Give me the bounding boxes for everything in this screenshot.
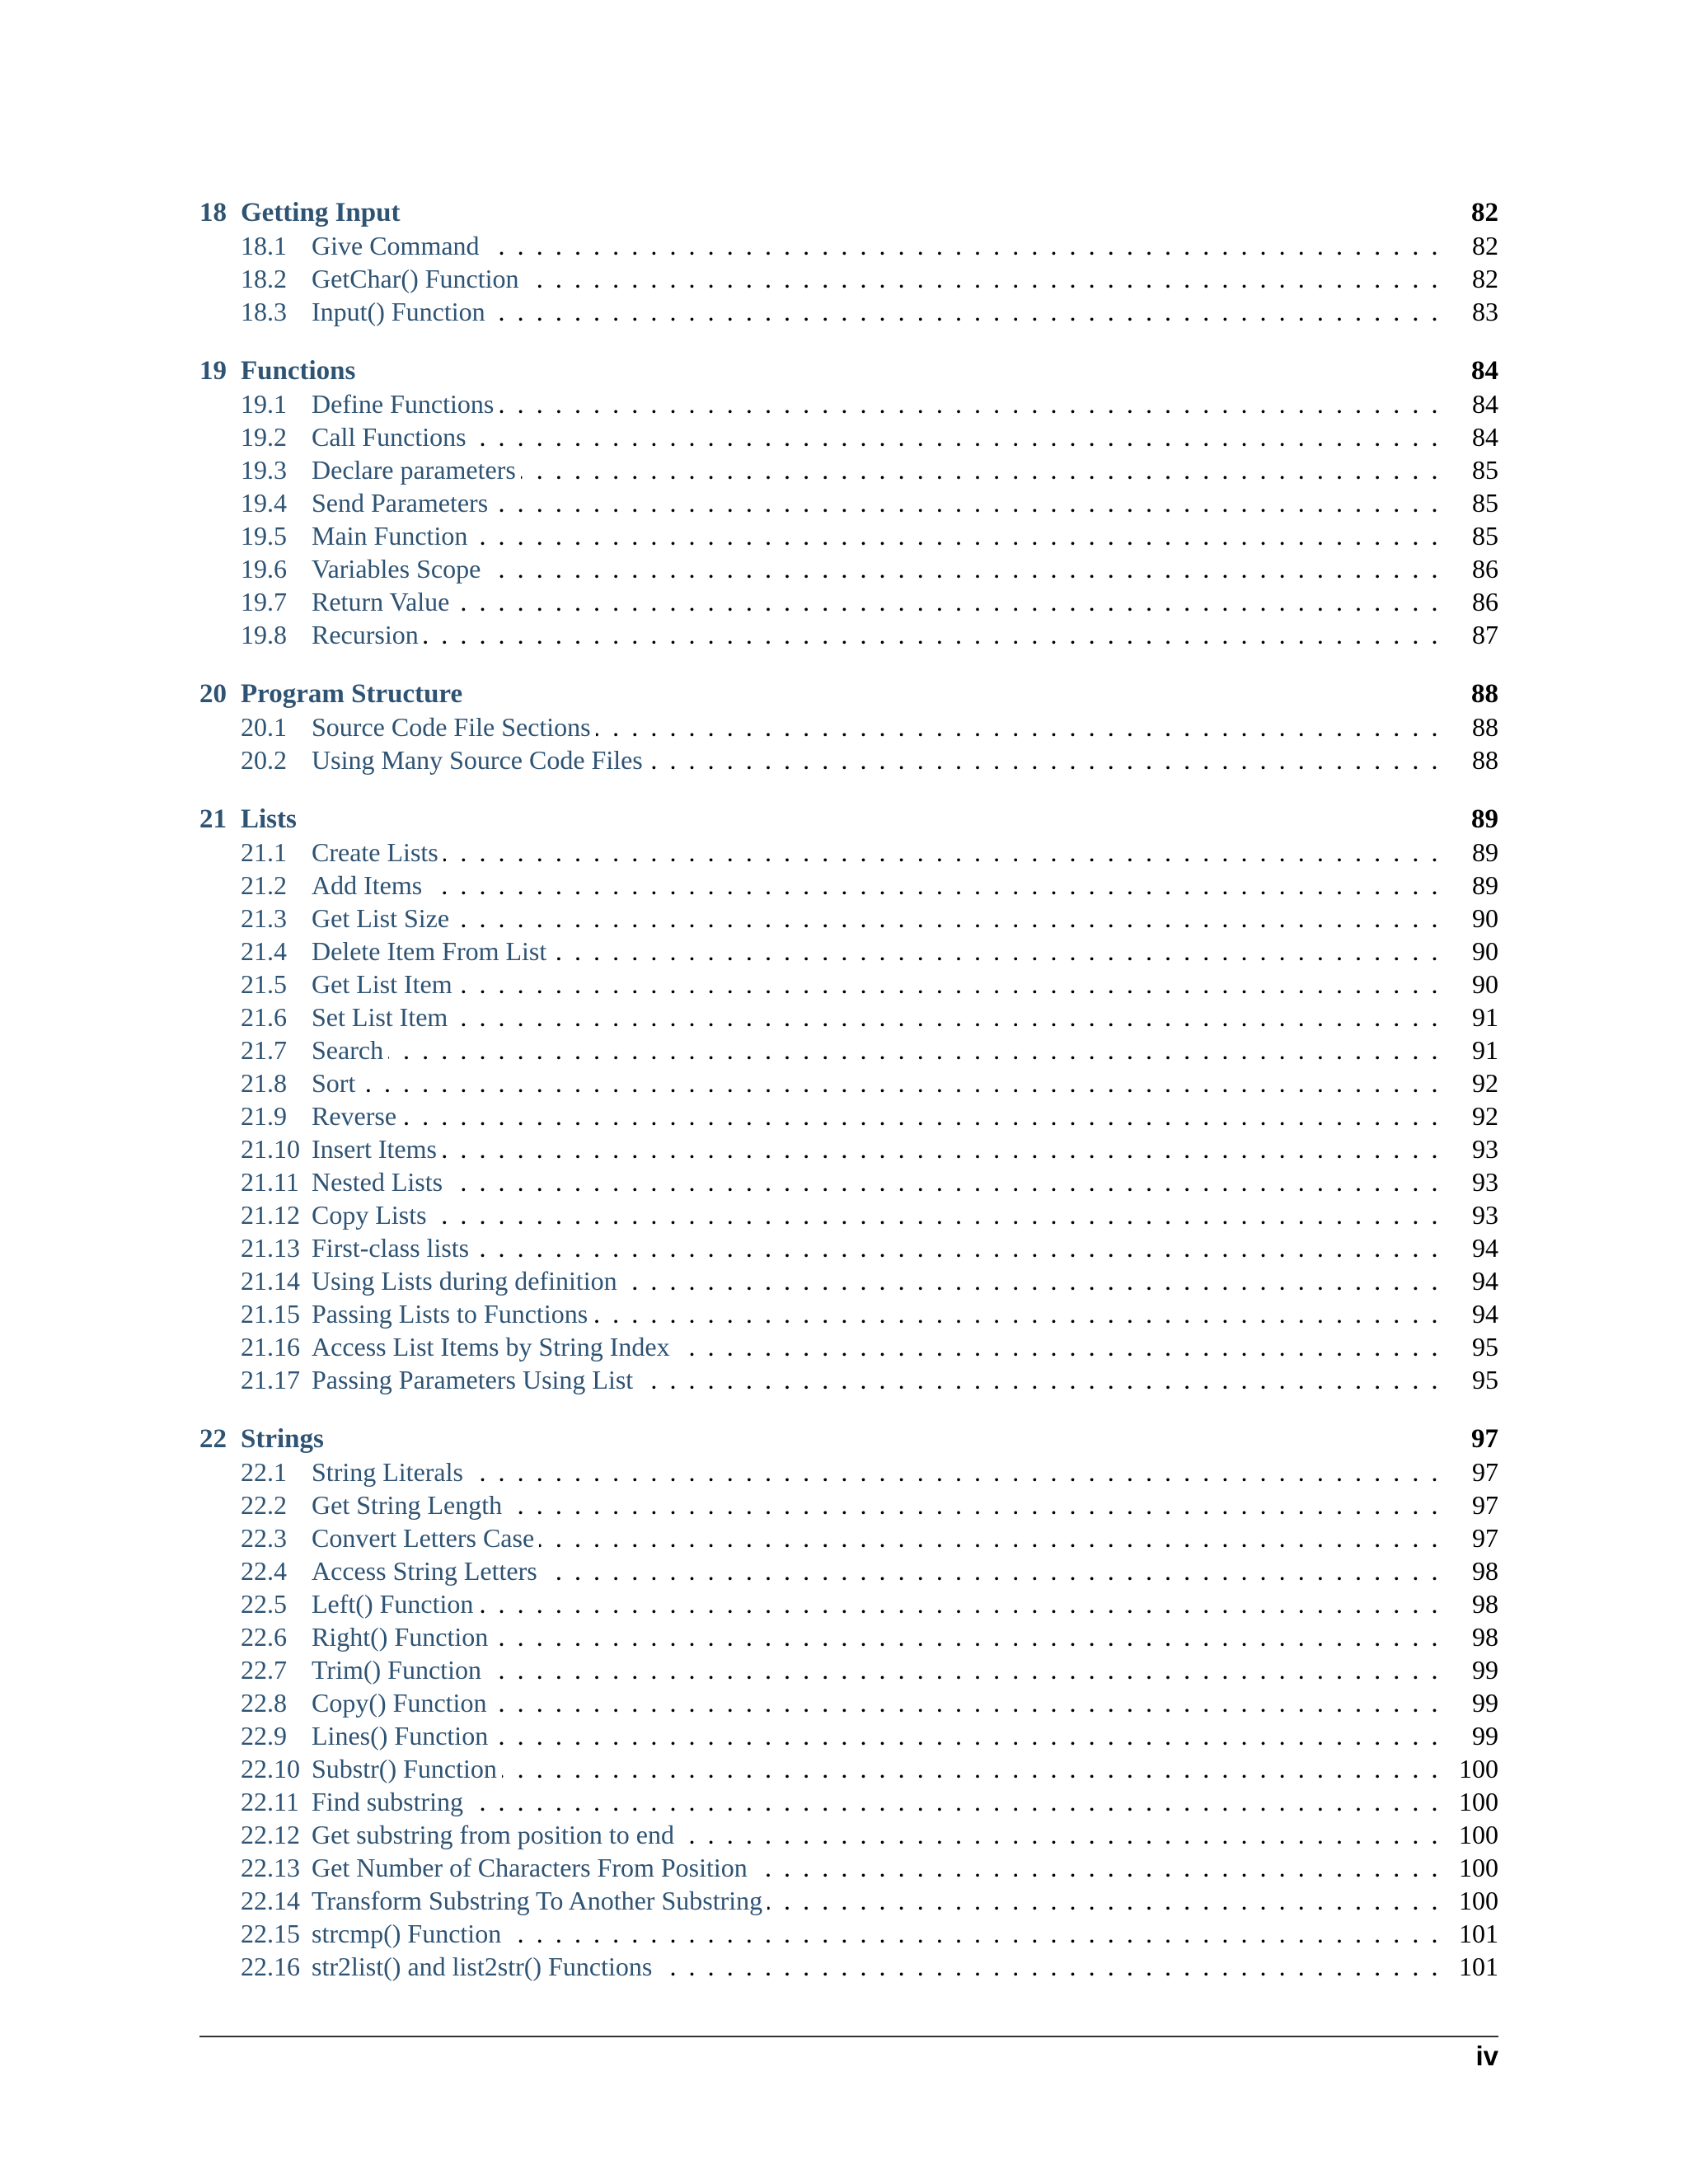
section-number[interactable]: 20.1 xyxy=(241,712,287,742)
section-number[interactable]: 21.14 xyxy=(241,1266,300,1296)
section-entry[interactable] xyxy=(199,1033,1498,1066)
section-number[interactable]: 19.5 xyxy=(241,521,287,551)
section-entry[interactable] xyxy=(199,1554,1498,1587)
section-number[interactable]: 21.17 xyxy=(241,1365,300,1394)
section-title-text[interactable]: Give Command xyxy=(312,231,485,260)
section-title-text[interactable]: First-class lists xyxy=(312,1233,474,1263)
section-title-link[interactable] xyxy=(312,1033,1441,1066)
section-title-link[interactable] xyxy=(312,1719,1441,1752)
chapter-number[interactable]: 19 xyxy=(199,356,227,386)
section-entry[interactable] xyxy=(199,1099,1498,1132)
chapter-number[interactable]: 18 xyxy=(199,198,227,227)
section-entry[interactable] xyxy=(199,1587,1498,1620)
section-title-text[interactable]: Access List Items by String Index xyxy=(312,1332,675,1361)
section-page-number: 94 xyxy=(1472,1299,1498,1329)
section-title-text[interactable]: Sort xyxy=(312,1068,360,1098)
section-page-number: 83 xyxy=(1472,297,1498,326)
section-page-number: 95 xyxy=(1472,1332,1498,1361)
section-page-number: 91 xyxy=(1472,1002,1498,1032)
section-title-link[interactable] xyxy=(312,552,1441,585)
section-title-text[interactable]: Return Value xyxy=(312,587,454,616)
section-page-number: 98 xyxy=(1472,1556,1498,1586)
section-page-number: 93 xyxy=(1472,1167,1498,1197)
section-title-text[interactable]: Main Function xyxy=(312,521,472,551)
section-entry[interactable] xyxy=(199,229,1498,262)
section-title-link[interactable] xyxy=(312,585,1441,618)
section-title-text[interactable]: Delete Item From List xyxy=(312,936,551,966)
section-title-link[interactable] xyxy=(312,1818,1441,1851)
section-number[interactable]: 22.7 xyxy=(241,1655,287,1685)
section-title-link[interactable] xyxy=(312,869,1441,902)
section-page-number: 94 xyxy=(1472,1266,1498,1296)
chapter-page-number: 84 xyxy=(1471,356,1498,386)
section-title-text[interactable]: Reverse xyxy=(312,1101,401,1131)
chapter-number[interactable]: 22 xyxy=(199,1424,227,1454)
chapter-title-link[interactable]: Program Structure xyxy=(241,679,463,709)
section-entry[interactable] xyxy=(199,295,1498,328)
chapter-page-number: 82 xyxy=(1471,198,1498,227)
section-entry[interactable] xyxy=(199,618,1498,651)
section-title-link[interactable] xyxy=(312,1752,1441,1785)
section-page-number: 87 xyxy=(1472,620,1498,649)
section-page-number: 95 xyxy=(1472,1365,1498,1394)
section-page-number: 100 xyxy=(1459,1754,1498,1783)
section-entry[interactable] xyxy=(199,1001,1498,1033)
section-title-text[interactable]: Variables Scope xyxy=(312,554,485,583)
section-title-link[interactable] xyxy=(312,1620,1441,1653)
section-number[interactable]: 22.10 xyxy=(241,1754,300,1783)
section-entry[interactable] xyxy=(199,1231,1498,1264)
section-title-text[interactable]: Lines() Function xyxy=(312,1721,493,1750)
section-title-link[interactable] xyxy=(312,453,1441,486)
section-page-number: 86 xyxy=(1472,554,1498,583)
section-entry[interactable] xyxy=(199,1950,1498,1983)
section-page-number: 101 xyxy=(1459,1952,1498,1981)
chapter-number[interactable]: 20 xyxy=(199,679,227,709)
section-entry[interactable] xyxy=(199,1330,1498,1363)
section-title-link[interactable] xyxy=(312,420,1441,453)
section-title-text[interactable]: Search xyxy=(312,1035,388,1065)
section-title-link[interactable] xyxy=(312,295,1441,328)
section-title-link[interactable] xyxy=(312,836,1441,869)
section-number[interactable]: 19.3 xyxy=(241,455,287,485)
chapter-title-link[interactable]: Lists xyxy=(241,804,297,834)
section-page-number: 85 xyxy=(1472,455,1498,485)
chapter-title-link[interactable]: Functions xyxy=(241,356,356,386)
section-page-number: 98 xyxy=(1472,1622,1498,1652)
section-entry[interactable] xyxy=(199,552,1498,585)
section-title-link[interactable] xyxy=(312,1917,1441,1950)
section-number[interactable]: 21.10 xyxy=(241,1134,300,1164)
section-title-text[interactable]: Nested Lists xyxy=(312,1167,448,1197)
section-title-link[interactable] xyxy=(312,1132,1441,1165)
section-title-link[interactable] xyxy=(312,1297,1441,1330)
section-number[interactable]: 21.2 xyxy=(241,870,287,900)
section-title-text[interactable]: Using Many Source Code Files xyxy=(312,745,648,775)
section-page-number: 97 xyxy=(1472,1523,1498,1553)
section-title-text[interactable]: Add Items xyxy=(312,870,427,900)
section-entry[interactable] xyxy=(199,710,1498,743)
section-title-link[interactable] xyxy=(312,710,1441,743)
chapter-page-number: 97 xyxy=(1471,1424,1498,1454)
section-entry[interactable] xyxy=(199,387,1498,420)
section-page-number: 99 xyxy=(1472,1721,1498,1750)
section-page-number: 93 xyxy=(1472,1200,1498,1230)
section-title-text[interactable]: Passing Lists to Functions xyxy=(312,1299,593,1329)
section-entry[interactable] xyxy=(199,1653,1498,1686)
section-entry[interactable] xyxy=(199,1785,1498,1818)
section-entry[interactable] xyxy=(199,1917,1498,1950)
section-title-link[interactable] xyxy=(312,486,1441,519)
section-number[interactable]: 22.5 xyxy=(241,1589,287,1619)
section-page-number: 85 xyxy=(1472,521,1498,551)
section-page-number: 99 xyxy=(1472,1688,1498,1718)
section-title-text[interactable]: Right() Function xyxy=(312,1622,493,1652)
section-title-link[interactable] xyxy=(312,1001,1441,1033)
section-page-number: 89 xyxy=(1472,837,1498,867)
section-title-link[interactable] xyxy=(312,743,1441,776)
section-entry[interactable] xyxy=(199,1620,1498,1653)
section-number[interactable]: 22.16 xyxy=(241,1952,300,1981)
section-page-number: 90 xyxy=(1472,936,1498,966)
chapter-title-link[interactable]: Getting Input xyxy=(241,198,401,227)
footer-divider xyxy=(199,2036,1498,2037)
section-page-number: 88 xyxy=(1472,712,1498,742)
section-title-text[interactable]: Declare parameters xyxy=(312,455,521,485)
section-title-text[interactable]: Call Functions xyxy=(312,422,471,452)
chapter-entry[interactable] xyxy=(199,803,1498,836)
section-title-text[interactable]: Passing Parameters Using List xyxy=(312,1365,638,1394)
section-title-text[interactable]: Get Number of Characters From Position xyxy=(312,1853,753,1882)
chapter-entry[interactable] xyxy=(199,1422,1498,1455)
section-entry[interactable] xyxy=(199,1851,1498,1884)
section-page-number: 92 xyxy=(1472,1101,1498,1131)
section-title-link[interactable] xyxy=(312,1231,1441,1264)
section-number[interactable]: 19.6 xyxy=(241,554,287,583)
section-number[interactable]: 18.3 xyxy=(241,297,287,326)
section-number[interactable]: 21.7 xyxy=(241,1035,287,1065)
section-title-text[interactable]: Get List Item xyxy=(312,969,457,999)
section-page-number: 82 xyxy=(1472,264,1498,293)
section-title-link[interactable] xyxy=(312,935,1441,968)
section-title-link[interactable] xyxy=(312,229,1441,262)
section-number[interactable]: 22.15 xyxy=(241,1919,300,1948)
section-page-number: 94 xyxy=(1472,1233,1498,1263)
section-title-text[interactable]: Left() Function xyxy=(312,1589,478,1619)
chapter-page-number: 88 xyxy=(1471,679,1498,709)
section-entry[interactable] xyxy=(199,1455,1498,1488)
section-title-text[interactable]: Trim() Function xyxy=(312,1655,486,1685)
section-title-link[interactable] xyxy=(312,968,1441,1001)
section-number[interactable]: 21.1 xyxy=(241,837,287,867)
section-entry[interactable] xyxy=(199,968,1498,1001)
section-entry[interactable] xyxy=(199,420,1498,453)
section-page-number: 101 xyxy=(1459,1919,1498,1948)
section-number[interactable]: 22.8 xyxy=(241,1688,287,1718)
section-number[interactable]: 21.3 xyxy=(241,903,287,933)
section-title-link[interactable] xyxy=(312,1587,1441,1620)
section-title-text[interactable]: Set List Item xyxy=(312,1002,452,1032)
section-title-text[interactable]: GetChar() Function xyxy=(312,264,524,293)
section-title-text[interactable]: Substr() Function xyxy=(312,1754,502,1783)
section-page-number: 97 xyxy=(1472,1490,1498,1520)
section-number[interactable]: 22.12 xyxy=(241,1820,300,1849)
section-entry[interactable] xyxy=(199,519,1498,552)
section-number[interactable]: 22.14 xyxy=(241,1886,300,1915)
section-title-link[interactable] xyxy=(312,1099,1441,1132)
chapter-number[interactable]: 21 xyxy=(199,804,227,834)
section-number[interactable]: 21.4 xyxy=(241,936,287,966)
section-number[interactable]: 20.2 xyxy=(241,745,287,775)
section-title-text[interactable]: Find substring xyxy=(312,1787,468,1816)
section-number[interactable]: 22.4 xyxy=(241,1556,287,1586)
section-page-number: 100 xyxy=(1459,1820,1498,1849)
section-page-number: 93 xyxy=(1472,1134,1498,1164)
section-page-number: 90 xyxy=(1472,969,1498,999)
section-title-link[interactable] xyxy=(312,262,1441,295)
section-page-number: 97 xyxy=(1472,1457,1498,1487)
page-number-label: iv xyxy=(1475,2041,1498,2071)
section-number[interactable]: 21.15 xyxy=(241,1299,300,1329)
section-title-text[interactable]: Get substring from position to end xyxy=(312,1820,679,1849)
section-title-text[interactable]: Using Lists during definition xyxy=(312,1266,622,1296)
section-page-number: 90 xyxy=(1472,903,1498,933)
section-number[interactable]: 21.11 xyxy=(241,1167,299,1197)
section-title-text[interactable]: Get String Length xyxy=(312,1490,507,1520)
section-entry[interactable] xyxy=(199,1686,1498,1719)
section-page-number: 100 xyxy=(1459,1853,1498,1882)
section-title-text[interactable]: Insert Items xyxy=(312,1134,442,1164)
chapter-page-number: 89 xyxy=(1471,804,1498,834)
section-number[interactable]: 21.12 xyxy=(241,1200,300,1230)
section-entry[interactable] xyxy=(199,453,1498,486)
section-entry[interactable] xyxy=(199,1488,1498,1521)
section-entry[interactable] xyxy=(199,1363,1498,1396)
section-entry[interactable] xyxy=(199,902,1498,935)
chapter-entry[interactable] xyxy=(199,354,1498,387)
section-title-link[interactable] xyxy=(312,1950,1441,1983)
section-title-link[interactable] xyxy=(312,1785,1441,1818)
section-number[interactable]: 19.7 xyxy=(241,587,287,616)
section-title-link[interactable] xyxy=(312,1851,1441,1884)
section-entry[interactable] xyxy=(199,935,1498,968)
section-title-text[interactable]: Create Lists xyxy=(312,837,443,867)
section-title-link[interactable] xyxy=(312,1686,1441,1719)
section-entry[interactable] xyxy=(199,1297,1498,1330)
section-number[interactable]: 22.1 xyxy=(241,1457,287,1487)
section-entry[interactable] xyxy=(199,585,1498,618)
section-page-number: 100 xyxy=(1459,1886,1498,1915)
table-of-contents xyxy=(199,196,1498,1983)
section-number[interactable]: 22.9 xyxy=(241,1721,287,1750)
section-title-text[interactable]: Source Code File Sections xyxy=(312,712,596,742)
section-page-number: 92 xyxy=(1472,1068,1498,1098)
section-entry[interactable] xyxy=(199,1884,1498,1917)
section-title-text[interactable]: strcmp() Function xyxy=(312,1919,506,1948)
section-number[interactable]: 22.13 xyxy=(241,1853,300,1882)
section-title-link[interactable] xyxy=(312,1264,1441,1297)
section-entry[interactable] xyxy=(199,1719,1498,1752)
section-title-link[interactable] xyxy=(312,1653,1441,1686)
section-number[interactable]: 19.1 xyxy=(241,389,287,419)
section-title-link[interactable] xyxy=(312,902,1441,935)
section-title-text[interactable]: String Literals xyxy=(312,1457,468,1487)
section-title-text[interactable]: Send Parameters xyxy=(312,488,493,518)
section-entry[interactable] xyxy=(199,1818,1498,1851)
section-title-link[interactable] xyxy=(312,1455,1441,1488)
section-title-link[interactable] xyxy=(312,1488,1441,1521)
section-entry[interactable] xyxy=(199,1521,1498,1554)
section-title-link[interactable] xyxy=(312,1165,1441,1198)
section-number[interactable]: 21.6 xyxy=(241,1002,287,1032)
section-number[interactable]: 22.2 xyxy=(241,1490,287,1520)
section-title-text[interactable]: Recursion xyxy=(312,620,424,649)
section-page-number: 82 xyxy=(1472,231,1498,260)
section-number[interactable]: 21.5 xyxy=(241,969,287,999)
chapter-title-link[interactable]: Strings xyxy=(241,1424,324,1454)
section-page-number: 84 xyxy=(1472,389,1498,419)
section-entry[interactable] xyxy=(199,486,1498,519)
section-entry[interactable] xyxy=(199,836,1498,869)
section-page-number: 84 xyxy=(1472,422,1498,452)
section-title-link[interactable] xyxy=(312,1066,1441,1099)
section-page-number: 89 xyxy=(1472,870,1498,900)
section-number[interactable]: 19.2 xyxy=(241,422,287,452)
section-title-text[interactable]: Transform Substring To Another Substring xyxy=(312,1886,767,1915)
section-entry[interactable] xyxy=(199,1198,1498,1231)
section-title-text[interactable]: Get List Size xyxy=(312,903,454,933)
section-page-number: 91 xyxy=(1472,1035,1498,1065)
section-page-number: 98 xyxy=(1472,1589,1498,1619)
section-entry[interactable] xyxy=(199,869,1498,902)
section-title-text[interactable]: Input() Function xyxy=(312,297,490,326)
section-title-text[interactable]: Access String Letters xyxy=(312,1556,542,1586)
section-page-number: 100 xyxy=(1459,1787,1498,1816)
section-number[interactable]: 22.11 xyxy=(241,1787,299,1816)
section-title-link[interactable] xyxy=(312,1884,1441,1917)
section-page-number: 85 xyxy=(1472,488,1498,518)
section-page-number: 86 xyxy=(1472,587,1498,616)
section-title-text[interactable]: Define Functions xyxy=(312,389,499,419)
section-title-link[interactable] xyxy=(312,1330,1441,1363)
section-title-link[interactable] xyxy=(312,1554,1441,1587)
section-number[interactable]: 18.1 xyxy=(241,231,287,260)
section-title-link[interactable] xyxy=(312,618,1441,651)
section-number[interactable]: 19.4 xyxy=(241,488,287,518)
section-entry[interactable] xyxy=(199,262,1498,295)
section-number[interactable]: 21.16 xyxy=(241,1332,300,1361)
section-number[interactable]: 22.6 xyxy=(241,1622,287,1652)
section-title-text[interactable]: Copy Lists xyxy=(312,1200,432,1230)
section-title-link[interactable] xyxy=(312,387,1441,420)
section-number[interactable]: 18.2 xyxy=(241,264,287,293)
section-entry[interactable] xyxy=(199,743,1498,776)
section-entry[interactable] xyxy=(199,1066,1498,1099)
section-title-link[interactable] xyxy=(312,1198,1441,1231)
section-entry[interactable] xyxy=(199,1165,1498,1198)
section-title-link[interactable] xyxy=(312,1521,1441,1554)
section-title-link[interactable] xyxy=(312,519,1441,552)
section-entry[interactable] xyxy=(199,1264,1498,1297)
section-number[interactable]: 21.8 xyxy=(241,1068,287,1098)
section-page-number: 99 xyxy=(1472,1655,1498,1685)
section-number[interactable]: 19.8 xyxy=(241,620,287,649)
section-number[interactable]: 21.13 xyxy=(241,1233,300,1263)
section-entry[interactable] xyxy=(199,1752,1498,1785)
section-number[interactable]: 22.3 xyxy=(241,1523,287,1553)
chapter-entry[interactable] xyxy=(199,196,1498,229)
chapter-entry[interactable] xyxy=(199,677,1498,710)
section-title-text[interactable]: str2list() and list2str() Functions xyxy=(312,1952,657,1981)
section-title-text[interactable]: Copy() Function xyxy=(312,1688,491,1718)
section-page-number: 88 xyxy=(1472,745,1498,775)
section-title-text[interactable]: Convert Letters Case xyxy=(312,1523,539,1553)
section-title-link[interactable] xyxy=(312,1363,1441,1396)
section-entry[interactable] xyxy=(199,1132,1498,1165)
section-number[interactable]: 21.9 xyxy=(241,1101,287,1131)
